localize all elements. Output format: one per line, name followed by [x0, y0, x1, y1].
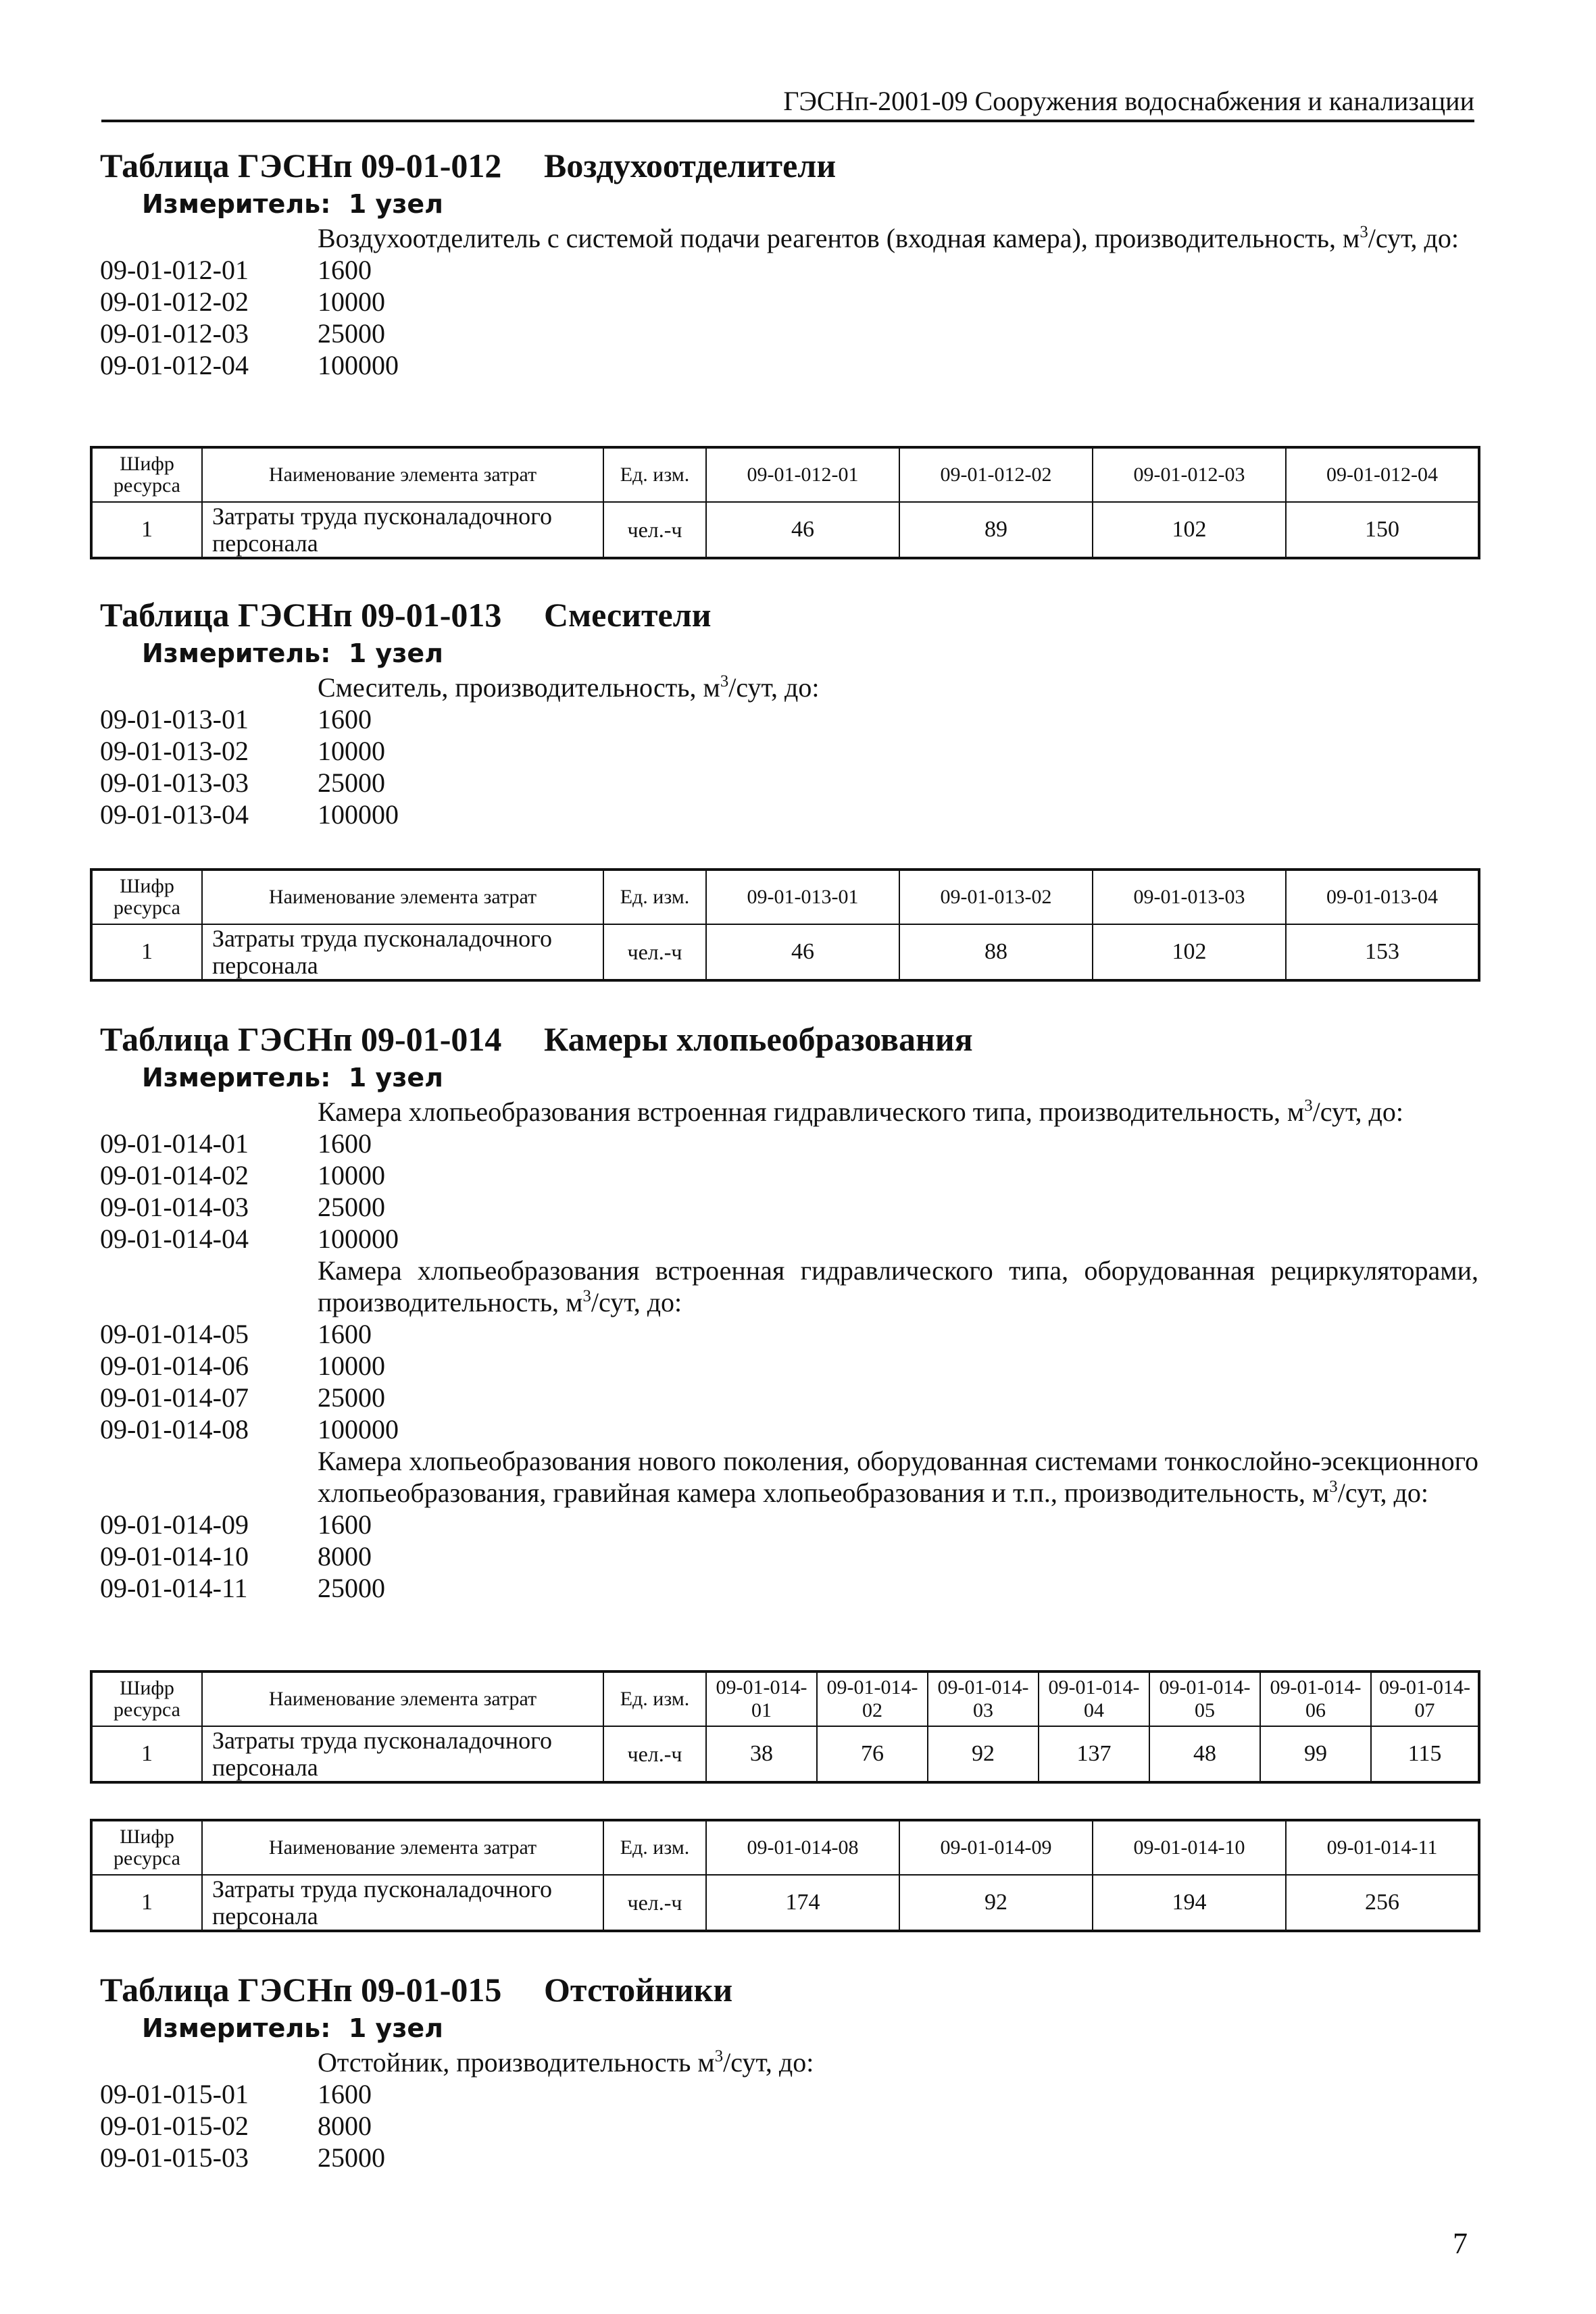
col-header: 09-01-013-04	[1286, 870, 1479, 924]
col-name-header: Наименование элемента затрат	[202, 1671, 603, 1726]
col-header: 09-01-014-05	[1149, 1671, 1260, 1726]
table-name: Отстойники	[544, 1971, 733, 2009]
cell-value: 38	[706, 1726, 817, 1782]
col-unit-header: Ед. изм.	[603, 447, 706, 502]
table-code: Таблица ГЭСНп 09-01-012	[100, 147, 502, 184]
col-code-header: Шифр ресурса	[91, 1671, 202, 1726]
list-item: 09-01-014-08 100000	[100, 1414, 399, 1444]
col-header: 09-01-014-09	[899, 1820, 1093, 1875]
cell-value: 48	[1149, 1726, 1260, 1782]
cell-unit: чел.-ч	[603, 1875, 706, 1931]
meter-label: Измеритель:	[142, 638, 331, 668]
cell-code: 1	[91, 1726, 202, 1782]
description: Камера хлопьеобразования встроенная гидравлического типа, оборудованная рециркуляторами, производительность, $м^3$/сут, до:	[318, 1255, 1478, 1317]
list-item: 09-01-013-02 10000	[100, 736, 385, 766]
page-number: 7	[1453, 2227, 1468, 2260]
col-code-header: Шифр ресурса	[91, 870, 202, 924]
cell-value: 99	[1260, 1726, 1371, 1782]
table-name: Воздухоотделители	[544, 147, 837, 184]
list-item: 09-01-014-04 100000	[100, 1224, 399, 1254]
table-header-row	[91, 870, 1479, 924]
cell-value: 89	[899, 502, 1093, 558]
list-item: 09-01-015-02 8000	[100, 2111, 372, 2141]
table-name: Камеры хлопьеобразования	[544, 1020, 973, 1058]
list-item: 09-01-012-04 100000	[100, 350, 399, 380]
cell-name: Затраты труда пусконаладочного персонала	[202, 1875, 603, 1931]
list-item: 09-01-014-03 25000	[100, 1192, 385, 1222]
cell-name: Затраты труда пусконаладочного персонала	[202, 924, 603, 980]
section-title	[100, 1969, 1478, 2010]
description: Камера хлопьеобразования нового поколения, оборудованная системами тонкослойно-эсекционного хлопьеобразования, гравийная камера хлопьеобразования и т.п., производительность, $м^3$/сут, до:	[318, 1446, 1478, 1508]
description: Воздухоотделитель с системой подачи реагентов (входная камера), производительность, $м^3$/сут, до:	[318, 223, 1460, 253]
col-name-header: Наименование элемента затрат	[202, 870, 603, 924]
cell-value: 102	[1093, 924, 1286, 980]
table-code: Таблица ГЭСНп 09-01-013	[100, 596, 502, 634]
table-row	[91, 924, 1479, 980]
section-09-01-014	[100, 1019, 1478, 1604]
col-header: 09-01-014-11	[1286, 1820, 1479, 1875]
col-header: 09-01-013-02	[899, 870, 1093, 924]
meter-line	[142, 2010, 1478, 2046]
list-item: 09-01-014-07 25000	[100, 1382, 385, 1413]
description-row	[100, 672, 1478, 703]
meter-label: Измеритель:	[142, 1063, 331, 1092]
col-header: 09-01-012-04	[1286, 447, 1479, 502]
table-row	[91, 1726, 1479, 1782]
col-header: 09-01-014-06	[1260, 1671, 1371, 1726]
col-unit-header: Ед. изм.	[603, 870, 706, 924]
table-header-row	[91, 1671, 1479, 1726]
cell-value: 115	[1371, 1726, 1479, 1782]
norms-table-09-01-014-a	[90, 1670, 1480, 1784]
col-unit-header: Ед. изм.	[603, 1671, 706, 1726]
meter-value: 1 узел	[348, 638, 443, 668]
col-header: 09-01-014-07	[1371, 1671, 1479, 1726]
list-item: 09-01-013-03 25000	[100, 768, 385, 798]
table-name: Смесители	[544, 596, 712, 634]
list-item: 09-01-012-03 25000	[100, 318, 385, 349]
table-code: Таблица ГЭСНп 09-01-015	[100, 1971, 502, 2009]
description-row	[100, 2046, 1478, 2078]
col-header: 09-01-013-03	[1093, 870, 1286, 924]
cell-value: 137	[1039, 1726, 1149, 1782]
col-header: 09-01-012-01	[706, 447, 899, 502]
section-09-01-012	[100, 145, 1478, 381]
col-header: 09-01-013-01	[706, 870, 899, 924]
list-item: 09-01-013-04 100000	[100, 799, 399, 830]
meter-value: 1 узел	[348, 1063, 443, 1092]
list-item: 09-01-012-02 10000	[100, 286, 385, 317]
col-header: 09-01-014-02	[817, 1671, 928, 1726]
table-row	[91, 1875, 1479, 1931]
list-item: 09-01-015-01 1600	[100, 2079, 372, 2109]
cell-value: 153	[1286, 924, 1479, 980]
list-item: 09-01-014-06 10000	[100, 1351, 385, 1381]
col-code-header: Шифр ресурса	[91, 447, 202, 502]
section-09-01-013	[100, 595, 1478, 830]
col-code-header: Шифр ресурса	[91, 1820, 202, 1875]
description-row	[100, 1445, 1478, 1509]
norms-table-09-01-013	[90, 868, 1480, 982]
description-row	[100, 1255, 1478, 1318]
cell-code: 1	[91, 502, 202, 558]
col-header: 09-01-012-02	[899, 447, 1093, 502]
meter-line	[142, 635, 1478, 672]
cell-unit: чел.-ч	[603, 1726, 706, 1782]
section-09-01-015	[100, 1969, 1478, 2173]
cell-code: 1	[91, 1875, 202, 1931]
description: Смеситель, производительность, $м^3$/сут, до:	[318, 672, 820, 703]
cell-value: 76	[817, 1726, 928, 1782]
norms-table-09-01-014-b	[90, 1819, 1480, 1932]
list-item: 09-01-014-09 1600	[100, 1509, 372, 1540]
meter-value: 1 узел	[348, 2013, 443, 2043]
meter-label: Измеритель:	[142, 189, 331, 219]
cell-value: 194	[1093, 1875, 1286, 1931]
table-header-row	[91, 447, 1479, 502]
cell-value: 92	[899, 1875, 1093, 1931]
meter-line	[142, 186, 1478, 222]
col-name-header: Наименование элемента затрат	[202, 1820, 603, 1875]
list-item: 09-01-014-01 1600	[100, 1128, 372, 1159]
description-row	[100, 1096, 1478, 1128]
running-header: ГЭСНп-2001-09 Сооружения водоснабжения и канализации	[101, 85, 1474, 122]
table-row	[91, 502, 1479, 558]
cell-unit: чел.-ч	[603, 502, 706, 558]
col-header: 09-01-014-01	[706, 1671, 817, 1726]
cell-name: Затраты труда пусконаладочного персонала	[202, 502, 603, 558]
col-header: 09-01-012-03	[1093, 447, 1286, 502]
description-row	[100, 222, 1478, 254]
col-header: 09-01-014-03	[928, 1671, 1039, 1726]
table-code: Таблица ГЭСНп 09-01-014	[100, 1020, 502, 1058]
list-item: 09-01-015-03 25000	[100, 2142, 385, 2173]
cell-value: 102	[1093, 502, 1286, 558]
col-header: 09-01-014-10	[1093, 1820, 1286, 1875]
norms-table-09-01-012	[90, 446, 1480, 559]
col-header: 09-01-014-04	[1039, 1671, 1149, 1726]
meter-value: 1 узел	[348, 189, 443, 219]
cell-value: 150	[1286, 502, 1479, 558]
cell-value: 88	[899, 924, 1093, 980]
cell-code: 1	[91, 924, 202, 980]
list-item: 09-01-013-01 1600	[100, 704, 372, 734]
list-item: 09-01-012-01 1600	[100, 255, 372, 285]
table-header-row	[91, 1820, 1479, 1875]
list-item: 09-01-014-05 1600	[100, 1319, 372, 1349]
col-header: 09-01-014-08	[706, 1820, 899, 1875]
col-name-header: Наименование элемента затрат	[202, 447, 603, 502]
description: Камера хлопьеобразования встроенная гидравлического типа, производительность, $м^3$/сут, до:	[318, 1097, 1403, 1127]
cell-value: 174	[706, 1875, 899, 1931]
cell-value: 256	[1286, 1875, 1479, 1931]
cell-name: Затраты труда пусконаладочного персонала	[202, 1726, 603, 1782]
list-item: 09-01-014-11 25000	[100, 1573, 385, 1603]
description: Отстойник, производительность $м^3$/сут, до:	[318, 2047, 814, 2078]
section-title	[100, 145, 1478, 186]
cell-value: 46	[706, 924, 899, 980]
cell-value: 92	[928, 1726, 1039, 1782]
meter-line	[142, 1059, 1478, 1096]
meter-label: Измеритель:	[142, 2013, 331, 2043]
list-item: 09-01-014-10 8000	[100, 1541, 372, 1571]
section-title	[100, 1019, 1478, 1059]
list-item: 09-01-014-02 10000	[100, 1160, 385, 1190]
cell-value: 46	[706, 502, 899, 558]
cell-unit: чел.-ч	[603, 924, 706, 980]
col-unit-header: Ед. изм.	[603, 1820, 706, 1875]
section-title	[100, 595, 1478, 635]
